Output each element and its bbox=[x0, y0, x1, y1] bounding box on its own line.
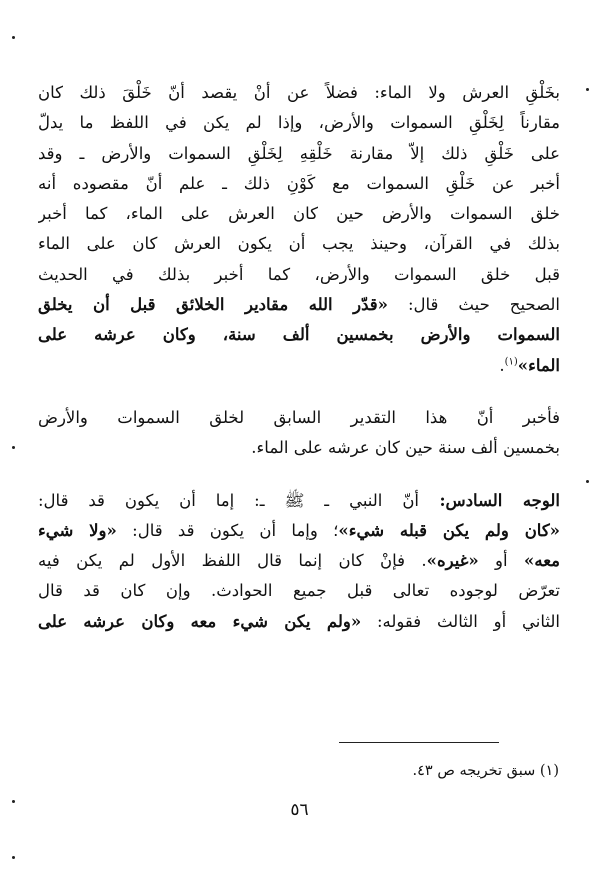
hadith-quote: «ولم يكن شيء معه وكان عرشه على bbox=[38, 611, 362, 631]
hadith-quote-line: السموات والأرض بخمسين ألف سنة، وكان عرشه على bbox=[38, 325, 560, 345]
hadith-quote: «ولا شيء bbox=[38, 520, 117, 540]
footnote-ref: (١) bbox=[504, 356, 518, 368]
page-number: ٥٦ bbox=[290, 800, 309, 820]
text-line: على خَلْقِ ذلك إلاّ مقارنة خَلْقِهِ لِخَلْقِ السموات والأرض ـ وقد bbox=[38, 143, 560, 163]
text-line bbox=[38, 290, 560, 320]
text-run: . bbox=[499, 355, 505, 375]
text-line: خلق السموات والأرض حين كان العرش على الماء، كما أخبر bbox=[38, 204, 560, 224]
text-line: مقارناً لِخَلْقِ السموات والأرض، وإذا لم يكن في اللفظ ما يدلّ bbox=[38, 113, 560, 133]
text-run: الثاني أو الثالث فقوله: bbox=[361, 611, 560, 631]
text-line bbox=[38, 486, 560, 516]
text-run: أنّ النبي ـ ﷺ ـ: إما أن يكون قد قال: bbox=[38, 490, 420, 510]
text-run: ؛ وإما أن يكون قد قال: bbox=[116, 520, 339, 540]
footnote-separator bbox=[339, 742, 499, 743]
margin-mark bbox=[586, 88, 589, 91]
text-line: بذلك في القرآن، وحينذ يجب أن يكون العرش كان على الماء bbox=[38, 234, 560, 254]
hadith-quote: «قدّر الله مقادير الخلائق قبل أن يخلق bbox=[38, 295, 388, 315]
margin-mark bbox=[586, 480, 589, 483]
text-run: أو bbox=[478, 551, 525, 571]
hadith-quote: «غيره» bbox=[426, 551, 479, 571]
hadith-quote: معه» bbox=[524, 551, 560, 571]
text-line: بخمسين ألف سنة حين كان عرشه على الماء. bbox=[251, 438, 560, 458]
text-line: أخبر عن خَلْقِ السموات مع كَوْنِ ذلك ـ علم أنّ مقصوده أنه bbox=[38, 173, 560, 193]
text-run: الصحيح حيث قال: bbox=[387, 295, 560, 315]
section-heading: الوجه السادس: bbox=[419, 490, 560, 510]
margin-mark bbox=[12, 36, 15, 39]
hadith-quote: الماء» bbox=[517, 355, 560, 375]
margin-mark bbox=[12, 446, 15, 449]
text-line: قبل خلق السموات والأرض، كما أخبر بذلك في الحديث bbox=[38, 264, 560, 284]
text-line: بخَلْقِ العرش ولا الماء: فضلاً عن أنْ يقصد أنّ خَلْقَ ذلك كان bbox=[38, 83, 560, 102]
body-text bbox=[38, 78, 560, 637]
text-line bbox=[38, 607, 560, 637]
text-line bbox=[38, 516, 560, 546]
text-run: . فإنْ كان إنما قال اللفظ الأول لم يكن فيه bbox=[38, 551, 427, 571]
text-line: فأخبر أنّ هذا التقدير السابق لخلق السموات والأرض bbox=[38, 407, 560, 427]
footnote: (١) سبق تخريجه ص ٤٣. bbox=[412, 763, 559, 779]
text-line: تعرّض لوجوده تعالى قبل جميع الحوادث. وإن كان قد قال bbox=[38, 581, 560, 601]
hadith-quote: «كان ولم يكن قبله شيء» bbox=[338, 520, 560, 540]
text-line bbox=[38, 546, 560, 576]
text-line bbox=[38, 351, 560, 381]
margin-mark bbox=[12, 856, 15, 859]
